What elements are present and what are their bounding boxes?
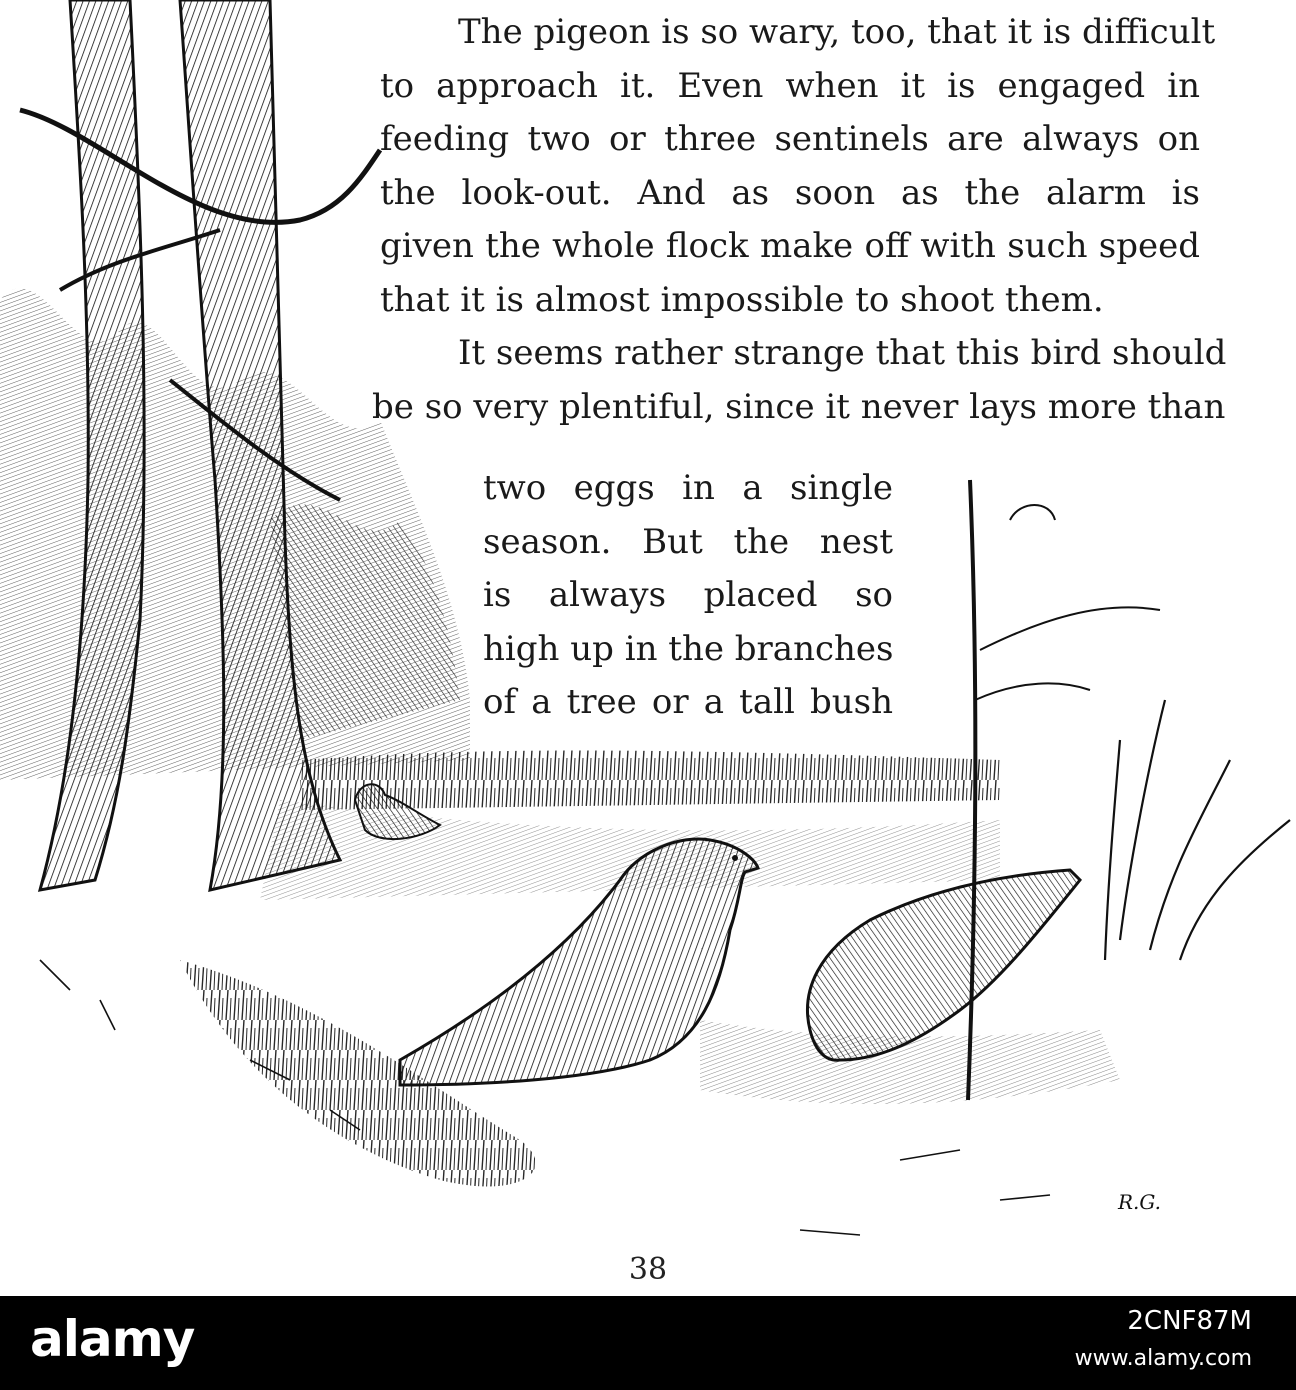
text-line: is always placed so (483, 575, 893, 615)
artist-monogram: R.G. (1118, 1190, 1162, 1214)
text-line: It seems rather strange that this bird should (458, 333, 1227, 373)
image-id: 2CNF87M (1127, 1306, 1252, 1336)
paragraph-block (372, 6, 1227, 434)
text-line: that it is almost impossible to shoot them. (380, 279, 1104, 320)
text-line: of a tree or a tall bush (483, 682, 893, 722)
text-line: feeding two or three sentinels are always on (380, 119, 1200, 159)
text-line: two eggs in a single (483, 468, 893, 508)
logo-text: alamy (30, 1310, 195, 1368)
text-line: given the whole flock make off with such speed (380, 226, 1200, 266)
narrow-text-block (483, 462, 893, 730)
text-line: to approach it. Even when it is engaged in (380, 65, 1200, 106)
alamy-logo (30, 1310, 194, 1368)
page-number: 38 (628, 1252, 668, 1287)
text-line: the look-out. And as soon as the alarm is (380, 172, 1200, 213)
stock-watermark-banner (0, 1296, 1296, 1390)
text-line: be so very plentiful, since it never lays more than (372, 386, 1226, 427)
text-line: The pigeon is so wary, too, that it is difficult (458, 12, 1216, 52)
text-line: high up in the branches (483, 628, 894, 669)
source-url: www.alamy.com (1074, 1346, 1252, 1371)
text-line: season. But the nest (483, 521, 893, 562)
